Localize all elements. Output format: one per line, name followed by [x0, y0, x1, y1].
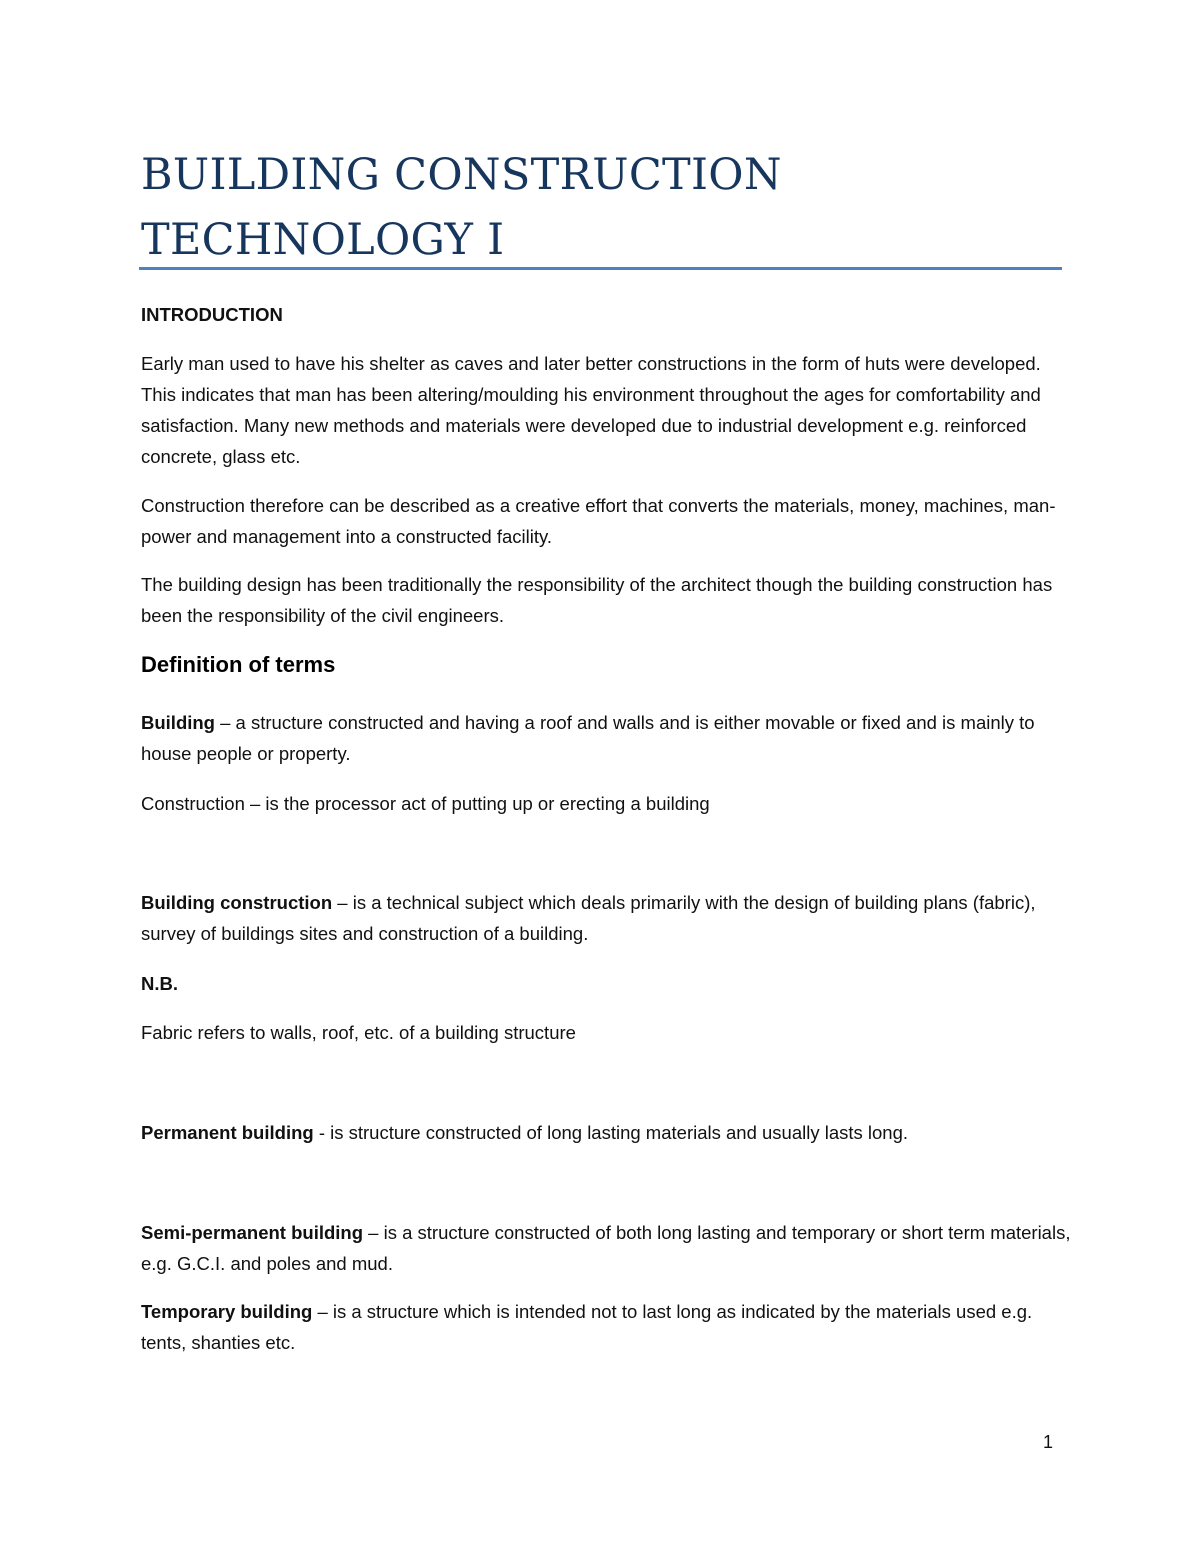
definition-term: Temporary building: [141, 1301, 313, 1322]
intro-paragraph-2: Construction therefore can be described as a creative effort that converts the materials, money, machines, man-power and management into a constructed facility.: [141, 495, 1056, 547]
definition-text: – is a structure which is intended not to last long as indicated by the materials used e.g. tents, shanties etc.: [141, 1301, 1033, 1353]
definition-text: – a structure constructed and having a roof and walls and is either movable or fixed and is mainly to house people or property.: [141, 712, 1035, 764]
definition-term: N.B.: [141, 973, 178, 994]
definition-building-construction: [141, 887, 1071, 949]
definition-text: – is a technical subject which deals primarily with the design of building plans (fabric), survey of buildings sites and construction of a building.: [141, 892, 1036, 944]
definition-text: - is structure constructed of long lasting materials and usually lasts long.: [313, 1122, 909, 1143]
title-underline: [139, 267, 1062, 270]
title-line-1: BUILDING CONSTRUCTION: [141, 150, 782, 200]
definition-temporary-building: [141, 1296, 1071, 1358]
definition-term: Semi-permanent building: [141, 1222, 364, 1243]
document-title: [141, 143, 1061, 273]
definition-term: Building construction: [141, 892, 333, 913]
title-line-2: TECHNOLOGY I: [141, 215, 505, 265]
page-number: 1: [1043, 1432, 1054, 1452]
definition-text: Fabric refers to walls, roof, etc. of a building structure: [141, 1022, 576, 1043]
intro-paragraph-3: The building design has been traditionally the responsibility of the architect though the building construction has been the responsibility of the civil engineers.: [141, 574, 1053, 626]
definition-building: [141, 707, 1071, 769]
fabric-note: [141, 1017, 1071, 1048]
definition-term: Building: [141, 712, 215, 733]
definition-term: Permanent building: [141, 1122, 314, 1143]
definition-text: – is a structure constructed of both long lasting and temporary or short term materials, e.g. G.C.I. and poles and mud.: [141, 1222, 1071, 1274]
definitions-heading: Definition of terms: [141, 652, 336, 677]
definition-text: Construction – is the processor act of putting up or erecting a building: [141, 793, 710, 814]
intro-paragraph-1: Early man used to have his shelter as caves and later better constructions in the form of huts were developed. This indicates that man has been altering/moulding his environment throughout the ages for comfortability and satisfaction. Many new methods and materials were developed due to industrial development e.g. reinforced concrete, glass etc.: [141, 353, 1041, 467]
definition-permanent-building: [141, 1117, 1071, 1148]
nb-note-label: [141, 968, 1071, 999]
introduction-heading: INTRODUCTION: [141, 304, 283, 325]
definition-semi-permanent-building: [141, 1217, 1071, 1279]
definition-construction: [141, 788, 1071, 819]
